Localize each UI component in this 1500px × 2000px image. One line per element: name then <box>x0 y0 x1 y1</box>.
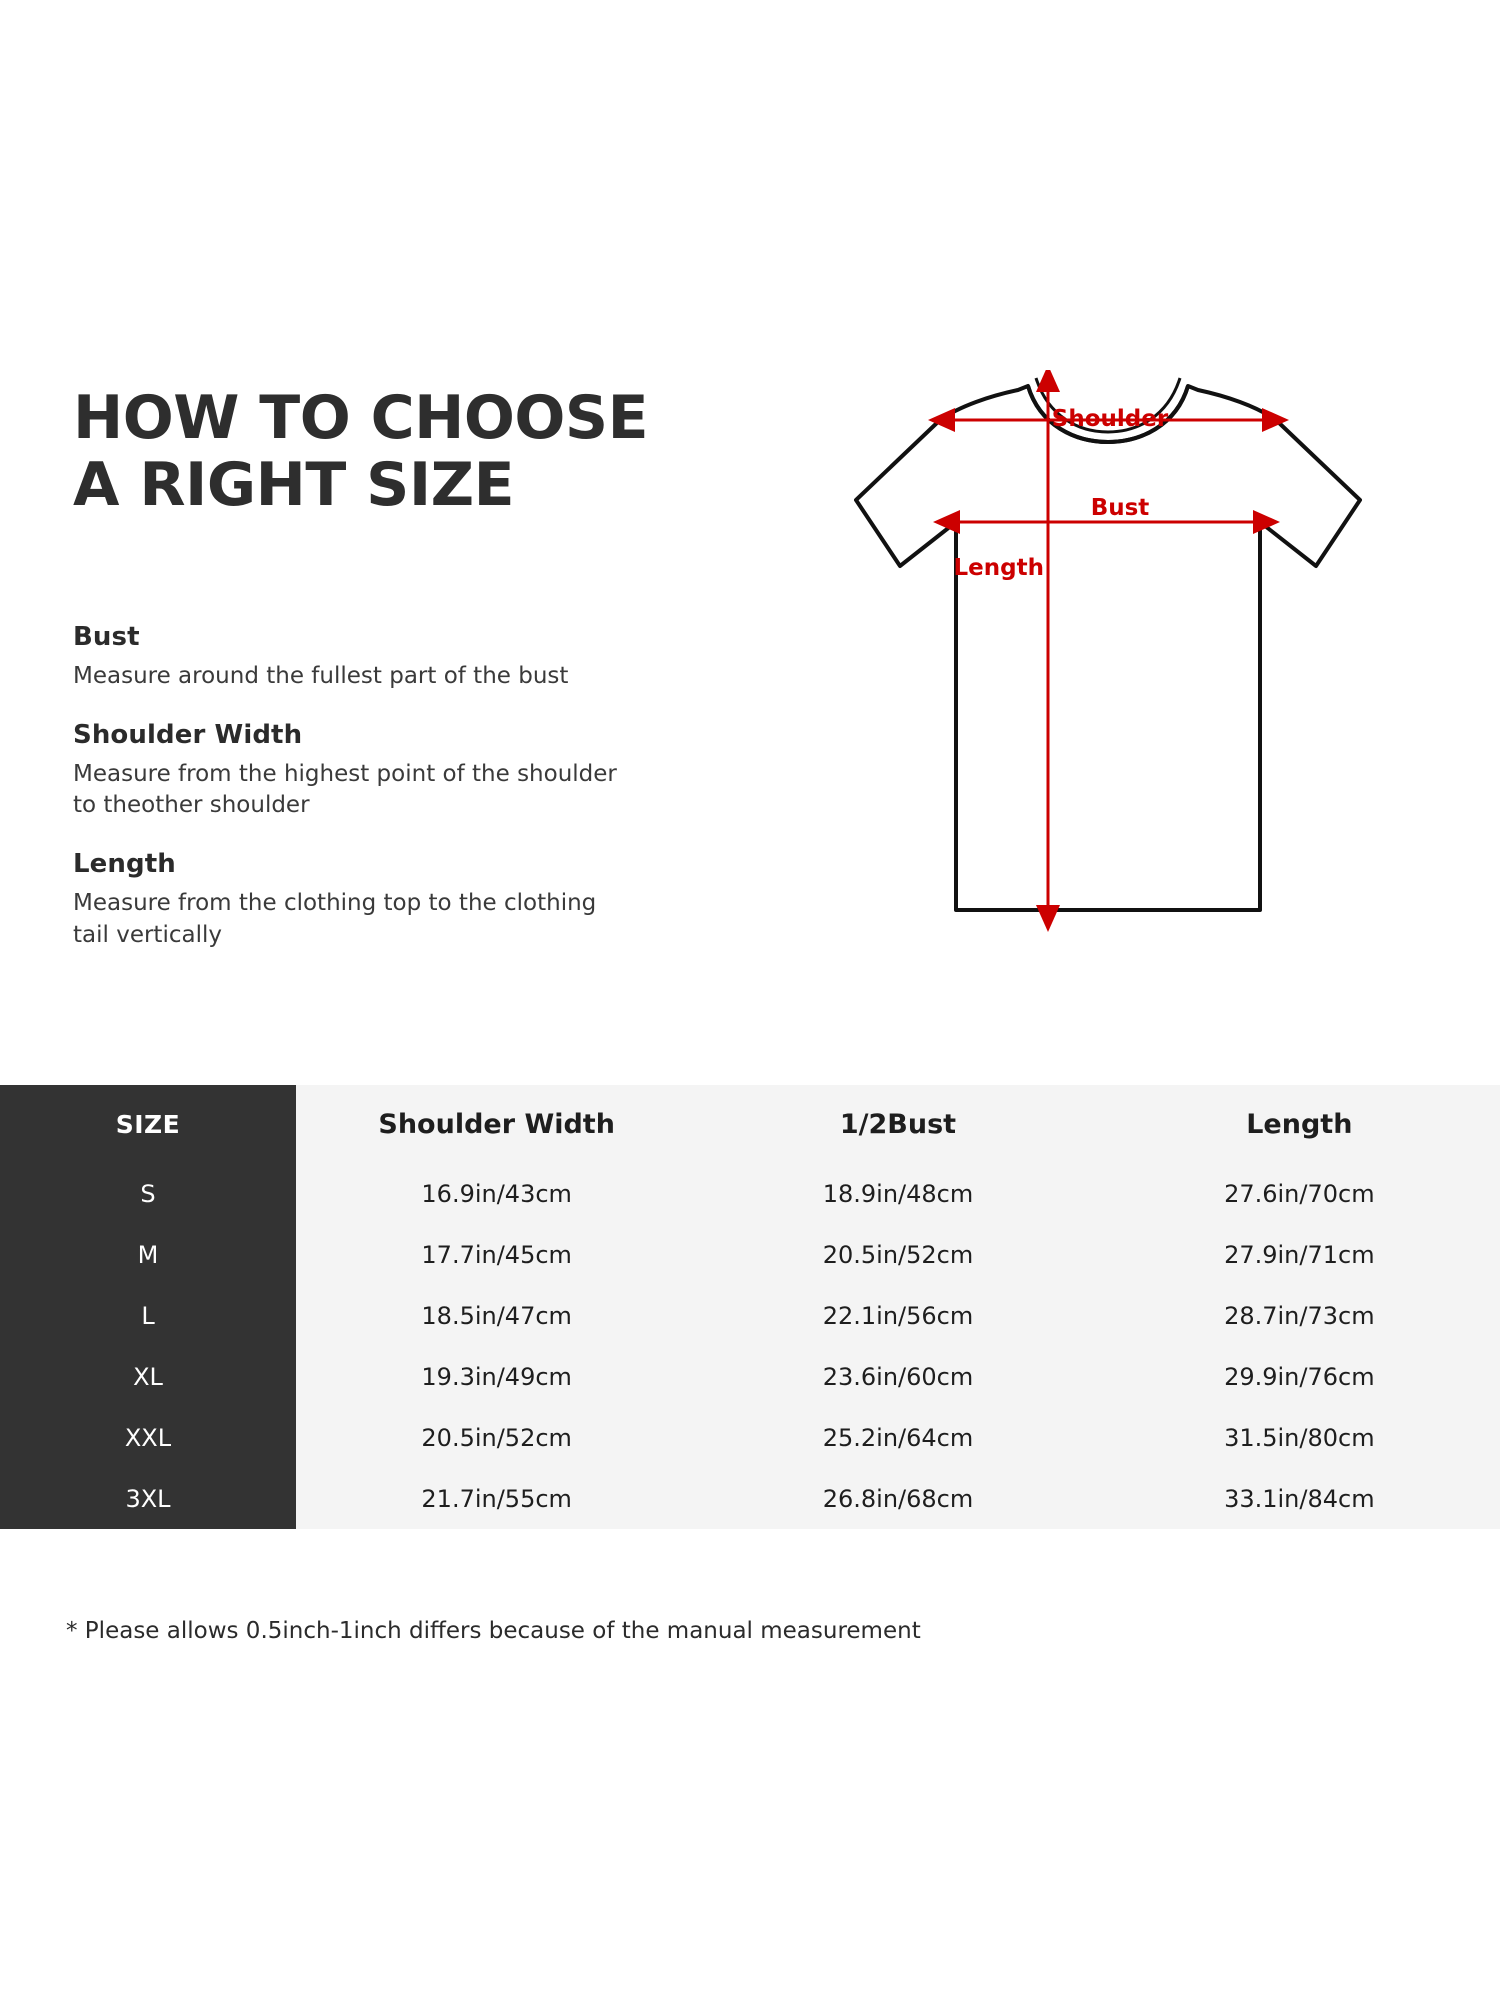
length-label: Length <box>953 555 1044 581</box>
definition-bust-description: Measure around the fullest part of the bust <box>73 663 569 689</box>
cell-size: S <box>0 1163 296 1224</box>
cell-half-bust: 26.8in/68cm <box>697 1468 1098 1529</box>
page-title <box>73 385 713 519</box>
definition-shoulder-width-term: Shoulder Width <box>73 719 303 750</box>
size-chart-table-wrapper <box>0 1085 1500 1529</box>
definition-bust <box>73 622 673 693</box>
cell-size: XL <box>0 1346 296 1407</box>
cell-shoulder-width: 16.9in/43cm <box>296 1163 697 1224</box>
cell-half-bust: 22.1in/56cm <box>697 1285 1098 1346</box>
column-header-size: SIZE <box>0 1085 296 1163</box>
cell-length: 27.9in/71cm <box>1099 1224 1500 1285</box>
cell-length: 29.9in/76cm <box>1099 1346 1500 1407</box>
column-header-length: Length <box>1099 1085 1500 1163</box>
cell-shoulder-width: 17.7in/45cm <box>296 1224 697 1285</box>
definition-shoulder-width <box>73 720 673 822</box>
cell-half-bust: 18.9in/48cm <box>697 1163 1098 1224</box>
table-row <box>0 1285 1500 1346</box>
cell-size: 3XL <box>0 1468 296 1529</box>
cell-shoulder-width: 19.3in/49cm <box>296 1346 697 1407</box>
cell-shoulder-width: 21.7in/55cm <box>296 1468 697 1529</box>
tshirt-outline <box>856 386 1360 910</box>
table-row <box>0 1224 1500 1285</box>
table-row <box>0 1346 1500 1407</box>
column-header-half-bust: 1/2Bust <box>697 1085 1098 1163</box>
table-header-row <box>0 1085 1500 1163</box>
definition-length-term: Length <box>73 849 176 880</box>
cell-shoulder-width: 18.5in/47cm <box>296 1285 697 1346</box>
cell-half-bust: 23.6in/60cm <box>697 1346 1098 1407</box>
definition-bust-term: Bust <box>73 622 140 652</box>
table-row <box>0 1468 1500 1529</box>
cell-length: 31.5in/80cm <box>1099 1407 1500 1468</box>
table-row <box>0 1163 1500 1224</box>
cell-length: 28.7in/73cm <box>1099 1285 1500 1346</box>
cell-size: XXL <box>0 1407 296 1468</box>
definition-length-description: Measure from the clothing top to the clothing tail vertically <box>73 890 597 948</box>
cell-size: M <box>0 1224 296 1285</box>
page-title-line-1: HOW TO CHOOSE <box>73 383 649 453</box>
table-row <box>0 1407 1500 1468</box>
shoulder-label: Shoulder <box>1051 406 1169 432</box>
definition-shoulder-width-description: Measure from the highest point of the shoulder to theother shoulder <box>73 760 617 819</box>
column-header-shoulder-width: Shoulder Width <box>296 1085 697 1163</box>
measurement-footnote: * Please allows 0.5inch-1inch differs because of the manual measurement <box>66 1618 921 1644</box>
cell-half-bust: 20.5in/52cm <box>697 1224 1098 1285</box>
page-title-line-2: A RIGHT SIZE <box>73 450 515 521</box>
tshirt-measurement-diagram <box>760 370 1400 1030</box>
cell-size: L <box>0 1285 296 1346</box>
cell-length: 33.1in/84cm <box>1099 1468 1500 1529</box>
cell-half-bust: 25.2in/64cm <box>697 1407 1098 1468</box>
cell-length: 27.6in/70cm <box>1099 1163 1500 1224</box>
definition-length <box>73 849 673 951</box>
measurement-definitions <box>73 622 673 979</box>
bust-label: Bust <box>1090 495 1150 521</box>
cell-shoulder-width: 20.5in/52cm <box>296 1407 697 1468</box>
size-chart-table <box>0 1085 1500 1529</box>
